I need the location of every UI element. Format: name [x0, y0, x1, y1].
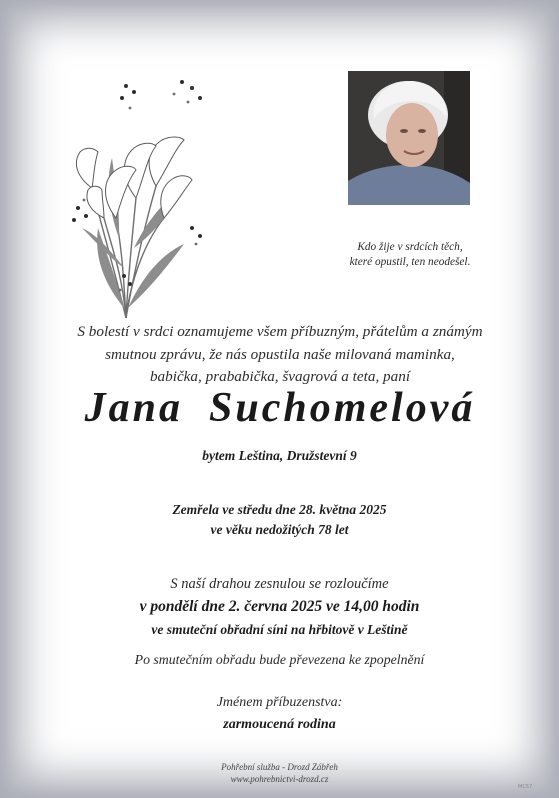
- last-name: Suchomelová: [209, 385, 476, 431]
- memorial-quote: [320, 240, 500, 270]
- announcement-text: [40, 321, 520, 389]
- ceremony-datetime: v pondělí dne 2. června 2025 ve 14,00 hodin: [139, 598, 420, 615]
- portrait-photo: [348, 71, 470, 205]
- cremation-note: Po smutečním obřadu bude převezena ke zpopelnění: [134, 652, 425, 667]
- first-name: Jana: [84, 385, 183, 431]
- corner-tag: MC57: [518, 784, 533, 790]
- family-intro: Jménem příbuzenstva:: [216, 695, 343, 710]
- family-signature: [0, 692, 559, 736]
- ceremony-info: [0, 573, 559, 641]
- funeral-service-footer: [0, 762, 559, 785]
- family-name: zarmoucená rodina: [223, 717, 336, 732]
- death-date: Zemřela ve středu dne 28. května 2025: [172, 502, 387, 517]
- announcement-line: babička, prababička, švagrová a teta, paní: [149, 368, 411, 385]
- announcement-line: S bolestí v srdci oznamujeme všem příbuzným, přátelům a známým: [77, 323, 483, 340]
- deceased-name: [20, 382, 540, 434]
- ceremony-intro: S naší drahou zesnulou se rozloučíme: [170, 576, 389, 592]
- quote-line: Kdo žije v srdcích těch,: [357, 241, 463, 253]
- deceased-address: bytem Leština, Družstevní 9: [202, 448, 357, 463]
- quote-line: které opustil, ten neodešel.: [349, 256, 471, 268]
- announcement-line: smutnou zprávu, že nás opustila naše milovaná maminka,: [105, 345, 455, 363]
- ceremony-place: ve smuteční obřadní síni na hřbitově v Leštině: [151, 622, 408, 637]
- death-age: ve věku nedožitých 78 let: [210, 522, 349, 537]
- calla-lily-bouquet-image: [64, 68, 214, 320]
- death-info: [0, 500, 559, 540]
- funeral-website: www.pohrebnictvi-drozd.cz: [230, 773, 329, 784]
- funeral-company: Pohřební služba - Drozd Zábřeh: [221, 762, 338, 772]
